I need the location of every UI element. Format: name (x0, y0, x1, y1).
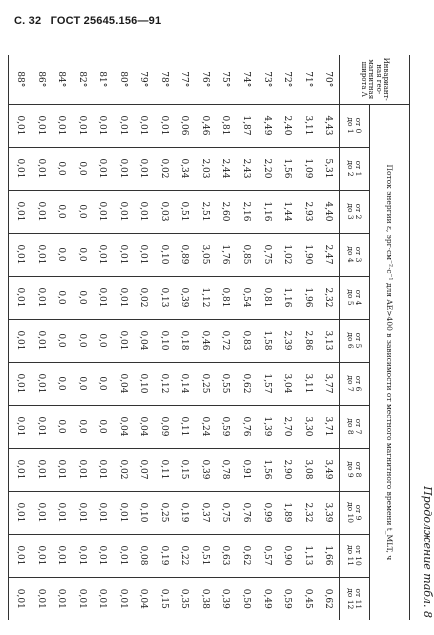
flux-value-cell: 3,11 (297, 362, 318, 405)
bin-to-label: до 3 (346, 203, 356, 220)
flux-value-cell: 0,01 (30, 448, 51, 491)
flux-value-cell: 0,51 (174, 190, 195, 233)
flux-value-cell: 0,24 (195, 405, 216, 448)
flux-value-cell: 0,02 (112, 448, 133, 491)
latitude-cell: 70° (318, 55, 340, 104)
flux-value-cell: 0,11 (174, 405, 195, 448)
latitude-cell: 75° (215, 55, 236, 104)
latitude-cell: 78° (154, 55, 175, 104)
bin-from-label: от 1 (354, 160, 364, 177)
flux-value-cell: 1,09 (297, 147, 318, 190)
flux-value-cell: 0,01 (133, 233, 154, 276)
flux-value-cell: 0,01 (71, 104, 92, 147)
flux-value-cell: 0,39 (174, 276, 195, 319)
flux-value-cell: 1,13 (297, 534, 318, 577)
flux-value-cell: 0,01 (9, 448, 31, 491)
flux-value-cell: 3,30 (297, 405, 318, 448)
flux-value-cell: 1,58 (256, 319, 277, 362)
flux-value-cell: 1,44 (277, 190, 298, 233)
flux-value-cell: 0,01 (30, 190, 51, 233)
flux-value-cell: 0,01 (71, 491, 92, 534)
mlt-bin-header (340, 405, 370, 448)
flux-value-cell: 0,49 (261, 588, 272, 609)
mlt-bin-header (340, 319, 370, 362)
flux-value-cell: 0,0 (51, 276, 72, 319)
flux-value-cell: 3,49 (318, 448, 340, 491)
table-row (9, 55, 31, 620)
flux-value-cell: 0,09 (154, 405, 175, 448)
flux-value-cell: 0,46 (195, 319, 216, 362)
flux-value-cell: 0,46 (195, 104, 216, 147)
flux-value-cell: 0,01 (30, 405, 51, 448)
latitude-cell: 71° (297, 55, 318, 104)
flux-value-cell: 2,70 (277, 405, 298, 448)
flux-value-cell: 0,01 (71, 448, 92, 491)
flux-value-cell: 1,76 (215, 233, 236, 276)
flux-value-cell: 0,01 (30, 534, 51, 577)
flux-value-cell: 0,89 (174, 233, 195, 276)
flux-value-cell: 0,01 (112, 319, 133, 362)
flux-value-cell: 0,01 (9, 319, 31, 362)
flux-value-cell: 2,51 (195, 190, 216, 233)
mlt-bin-header (340, 448, 370, 491)
flux-value-cell: 2,93 (297, 190, 318, 233)
flux-value-cell: 4,49 (256, 104, 277, 147)
flux-value-cell: 0,02 (133, 276, 154, 319)
latitude-column-header: Инвариант-ная гео-магнитная широта Λ (340, 55, 410, 104)
table-row (92, 55, 113, 620)
latitude-cell: 81° (92, 55, 113, 104)
flux-value-cell: 3,77 (318, 362, 340, 405)
flux-value-cell: 0,0 (92, 319, 113, 362)
flux-value-cell: 0,0 (51, 233, 72, 276)
flux-value-cell: 0,12 (154, 362, 175, 405)
flux-value-cell: 0,07 (133, 448, 154, 491)
bin-to-label: до 10 (346, 501, 356, 524)
latitude-cell: 82° (71, 55, 92, 104)
latitude-cell: 76° (195, 55, 216, 104)
flux-value-cell: 0,25 (154, 491, 175, 534)
flux-value-cell: 0,01 (30, 491, 51, 534)
flux-value-cell: 0,63 (215, 534, 236, 577)
flux-value-cell: 0,01 (76, 588, 87, 609)
flux-value-cell: 0,02 (154, 147, 175, 190)
flux-value-cell: 0,06 (174, 104, 195, 147)
bin-to-label: до 12 (346, 588, 356, 610)
flux-value-cell: 0,72 (215, 319, 236, 362)
table-row (195, 55, 216, 620)
flux-value-cell: 3,11 (297, 104, 318, 147)
flux-value-cell: 2,32 (297, 491, 318, 534)
flux-value-cell: 2,39 (277, 319, 298, 362)
flux-value-cell: 0,25 (195, 362, 216, 405)
latitude-cell: 77° (174, 55, 195, 104)
flux-value-cell: 0,01 (97, 588, 108, 609)
latitude-cell: 86° (30, 55, 51, 104)
flux-value-cell: 0,11 (154, 448, 175, 491)
flux-value-cell: 0,01 (9, 491, 31, 534)
table-row (51, 55, 72, 620)
latitude-cell: 88° (9, 55, 31, 104)
rotated-table-container (8, 55, 434, 620)
flux-value-cell: 0,01 (9, 147, 31, 190)
flux-value-cell: 0,04 (138, 588, 149, 609)
flux-value-cell: 0,59 (282, 588, 293, 609)
flux-value-cell: 1,02 (277, 233, 298, 276)
bin-from-label: от 8 (354, 461, 364, 478)
bin-to-label: до 4 (346, 246, 356, 263)
flux-value-cell: 0,01 (154, 104, 175, 147)
flux-value-cell: 0,03 (154, 190, 175, 233)
page-header (14, 15, 161, 27)
bin-from-label: от 9 (354, 504, 364, 521)
flux-value-cell: 0,01 (14, 588, 25, 609)
flux-value-cell: 0,01 (112, 104, 133, 147)
flux-value-cell: 2,90 (277, 448, 298, 491)
flux-value-cell: 0,0 (92, 405, 113, 448)
flux-value-cell: 0,78 (215, 448, 236, 491)
flux-value-cell: 0,83 (236, 319, 257, 362)
flux-value-cell: 0,76 (236, 491, 257, 534)
flux-value-cell: 3,71 (318, 405, 340, 448)
flux-value-cell: 0,0 (51, 190, 72, 233)
flux-value-cell: 0,59 (215, 405, 236, 448)
mlt-bin-header (340, 104, 370, 147)
flux-value-cell: 2,43 (236, 147, 257, 190)
mlt-bin-header (340, 190, 370, 233)
flux-value-cell: 1,16 (277, 276, 298, 319)
bin-from-label: от 11 (354, 588, 364, 610)
flux-value-cell: 0,62 (236, 362, 257, 405)
bin-to-label: до 8 (346, 418, 356, 435)
flux-value-cell: 0,85 (236, 233, 257, 276)
flux-value-cell: 0,39 (220, 588, 231, 609)
flux-value-cell: 0,15 (174, 448, 195, 491)
energy-flux-table (8, 55, 410, 620)
flux-value-cell: 0,01 (112, 147, 133, 190)
flux-value-cell: 0,19 (174, 491, 195, 534)
flux-value-cell: 2,32 (318, 276, 340, 319)
flux-value-cell: 0,01 (133, 190, 154, 233)
flux-value-cell: 2,40 (277, 104, 298, 147)
bin-to-label: до 1 (346, 117, 356, 134)
flux-value-cell: 0,10 (154, 233, 175, 276)
group-header-row (370, 55, 410, 620)
flux-value-cell: 2,16 (236, 190, 257, 233)
table-row (30, 55, 51, 620)
flux-value-cell: 2,86 (297, 319, 318, 362)
flux-value-cell: 0,01 (71, 534, 92, 577)
flux-value-cell: 0,04 (133, 319, 154, 362)
bin-to-label: до 5 (346, 289, 356, 306)
flux-value-cell: 2,47 (318, 233, 340, 276)
flux-value-cell: 0,51 (195, 534, 216, 577)
flux-value-cell: 0,10 (133, 491, 154, 534)
bin-to-label: до 7 (346, 375, 356, 392)
flux-value-cell: 0,01 (9, 276, 31, 319)
table-body (9, 55, 340, 620)
flux-value-cell: 0,90 (277, 534, 298, 577)
flux-value-cell: 0,01 (9, 190, 31, 233)
flux-value-cell: 3,08 (297, 448, 318, 491)
flux-value-cell: 3,05 (195, 233, 216, 276)
mlt-bin-header (340, 233, 370, 276)
bin-to-label: до 6 (346, 332, 356, 349)
flux-value-cell: 0,04 (112, 362, 133, 405)
flux-value-cell: 0,10 (154, 319, 175, 362)
flux-value-cell: 1,56 (256, 448, 277, 491)
flux-value-cell: 1,12 (195, 276, 216, 319)
flux-value-cell: 2,60 (215, 190, 236, 233)
bin-from-label: от 6 (354, 375, 364, 392)
flux-value-cell: 0,14 (174, 362, 195, 405)
flux-value-cell: 0,04 (112, 405, 133, 448)
flux-value-cell: 0,01 (133, 104, 154, 147)
flux-value-cell: 0,01 (9, 534, 31, 577)
bin-from-label: от 2 (354, 203, 364, 220)
flux-value-cell: 0,01 (92, 147, 113, 190)
flux-value-cell: 0,39 (195, 448, 216, 491)
table-row (256, 55, 277, 620)
latitude-cell: 73° (256, 55, 277, 104)
flux-value-cell: 0,01 (92, 534, 113, 577)
flux-value-cell: 1,96 (297, 276, 318, 319)
flux-value-cell: 0,76 (236, 405, 257, 448)
bin-to-label: до 11 (346, 544, 356, 567)
flux-value-cell: 0,91 (236, 448, 257, 491)
flux-value-cell: 0,01 (51, 491, 72, 534)
flux-value-cell: 0,99 (256, 491, 277, 534)
flux-value-cell: 0,01 (51, 534, 72, 577)
flux-value-cell: 0,34 (174, 147, 195, 190)
flux-value-cell: 0,81 (215, 104, 236, 147)
page-number: С. 32 (14, 15, 42, 27)
mlt-bin-header (340, 534, 370, 577)
flux-value-cell: 0,0 (51, 405, 72, 448)
flux-value-cell: 0,0 (51, 319, 72, 362)
flux-value-cell: 0,0 (71, 233, 92, 276)
mlt-bin-header (340, 276, 370, 319)
flux-value-cell: 0,45 (302, 588, 313, 609)
flux-value-cell: 0,75 (256, 233, 277, 276)
flux-value-cell: 5,31 (318, 147, 340, 190)
flux-value-cell: 0,18 (174, 319, 195, 362)
table-row (236, 55, 257, 620)
flux-value-cell: 0,01 (56, 588, 67, 609)
table-row (71, 55, 92, 620)
flux-value-cell: 4,43 (318, 104, 340, 147)
flux-value-cell: 0,0 (71, 190, 92, 233)
flux-value-cell: 0,01 (112, 190, 133, 233)
flux-value-cell: 0,01 (112, 233, 133, 276)
flux-value-cell: 0,01 (112, 491, 133, 534)
flux-value-cell: 0,01 (30, 319, 51, 362)
energy-flux-group-header: Поток энергии ε, эрг·см⁻²·с⁻¹ для AE>400 в зависимости от местного магнитного времени t_MLT, ч (370, 104, 410, 620)
flux-value-cell: 0,57 (256, 534, 277, 577)
mlt-bin-header (340, 491, 370, 534)
flux-value-cell: 0,62 (236, 534, 257, 577)
flux-value-cell: 1,87 (236, 104, 257, 147)
bin-from-label: от 3 (354, 246, 364, 263)
flux-value-cell: 0,01 (35, 588, 46, 609)
flux-value-cell: 0,22 (174, 534, 195, 577)
flux-value-cell: 0,81 (256, 276, 277, 319)
flux-value-cell: 0,13 (154, 276, 175, 319)
flux-value-cell: 2,44 (215, 147, 236, 190)
flux-value-cell: 3,04 (277, 362, 298, 405)
flux-value-cell: 0,0 (71, 276, 92, 319)
latitude-cell: 74° (236, 55, 257, 104)
flux-value-cell: 3,13 (318, 319, 340, 362)
flux-value-cell: 0,01 (9, 104, 31, 147)
flux-value-cell: 0,01 (30, 276, 51, 319)
flux-value-cell: 0,01 (92, 190, 113, 233)
latitude-cell: 84° (51, 55, 72, 104)
table-row (133, 55, 154, 620)
flux-value-cell: 0,81 (215, 276, 236, 319)
flux-value-cell: 0,37 (195, 491, 216, 534)
bin-from-label: от 7 (354, 418, 364, 435)
flux-value-cell: 0,50 (241, 588, 252, 609)
bin-from-label: от 5 (354, 332, 364, 349)
flux-value-cell: 0,10 (133, 362, 154, 405)
flux-value-cell: 0,01 (92, 448, 113, 491)
flux-value-cell: 0,01 (51, 104, 72, 147)
flux-value-cell: 2,20 (256, 147, 277, 190)
continuation-label: Продолжение табл. 8 (421, 486, 434, 618)
flux-value-cell: 0,55 (215, 362, 236, 405)
bin-from-label: от 4 (354, 289, 364, 306)
flux-value-cell: 0,54 (236, 276, 257, 319)
flux-value-cell: 0,01 (30, 104, 51, 147)
flux-value-cell: 0,01 (9, 233, 31, 276)
flux-value-cell: 1,90 (297, 233, 318, 276)
flux-value-cell: 1,89 (277, 491, 298, 534)
flux-value-cell: 0,01 (117, 588, 128, 609)
flux-value-cell: 0,15 (158, 588, 169, 609)
bin-header-row (340, 55, 370, 620)
mlt-bin-header (340, 577, 370, 620)
flux-value-cell: 0,01 (30, 233, 51, 276)
flux-value-cell: 0,01 (30, 147, 51, 190)
flux-value-cell: 0,0 (71, 362, 92, 405)
table-row (215, 55, 236, 620)
latitude-cell: 80° (112, 55, 133, 104)
table-row (318, 55, 340, 620)
flux-value-cell: 0,0 (71, 405, 92, 448)
mlt-bin-header (340, 362, 370, 405)
flux-value-cell: 0,01 (92, 233, 113, 276)
bin-to-label: до 2 (346, 160, 356, 177)
flux-value-cell: 0,04 (133, 405, 154, 448)
flux-value-cell: 4,40 (318, 190, 340, 233)
flux-value-cell: 0,75 (215, 491, 236, 534)
flux-value-cell: 0,01 (92, 276, 113, 319)
latitude-cell: 79° (133, 55, 154, 104)
flux-value-cell: 0,19 (154, 534, 175, 577)
flux-value-cell: 0,0 (71, 147, 92, 190)
flux-value-cell: 0,01 (9, 362, 31, 405)
standard-code: ГОСТ 25645.156—91 (50, 15, 162, 27)
latitude-cell: 72° (277, 55, 298, 104)
flux-value-cell: 0,01 (92, 104, 113, 147)
flux-value-cell: 1,16 (256, 190, 277, 233)
table-row (154, 55, 175, 620)
bin-from-label: от 10 (354, 545, 364, 566)
flux-value-cell: 2,03 (195, 147, 216, 190)
flux-value-cell: 0,08 (133, 534, 154, 577)
flux-value-cell: 1,39 (256, 405, 277, 448)
flux-value-cell: 0,01 (133, 147, 154, 190)
flux-value-cell: 0,0 (71, 319, 92, 362)
flux-value-cell: 0,01 (9, 405, 31, 448)
flux-value-cell: 0,35 (179, 588, 190, 609)
flux-value-cell: 0,0 (51, 362, 72, 405)
flux-value-cell: 0,62 (323, 588, 334, 609)
table-row (112, 55, 133, 620)
bin-to-label: до 9 (346, 461, 356, 478)
flux-value-cell: 1,57 (256, 362, 277, 405)
mlt-bin-header (340, 147, 370, 190)
table-row (297, 55, 318, 620)
bin-from-label: от 0 (354, 117, 364, 134)
flux-value-cell: 1,66 (318, 534, 340, 577)
table-row (174, 55, 195, 620)
flux-value-cell: 0,0 (92, 362, 113, 405)
flux-value-cell: 0,01 (112, 534, 133, 577)
flux-value-cell: 0,01 (112, 276, 133, 319)
table-row (277, 55, 298, 620)
flux-value-cell: 1,56 (277, 147, 298, 190)
flux-value-cell: 0,01 (30, 362, 51, 405)
flux-value-cell: 0,38 (199, 588, 210, 609)
flux-value-cell: 0,01 (51, 448, 72, 491)
flux-value-cell: 0,01 (92, 491, 113, 534)
flux-value-cell: 0,0 (51, 147, 72, 190)
flux-value-cell: 3,39 (318, 491, 340, 534)
